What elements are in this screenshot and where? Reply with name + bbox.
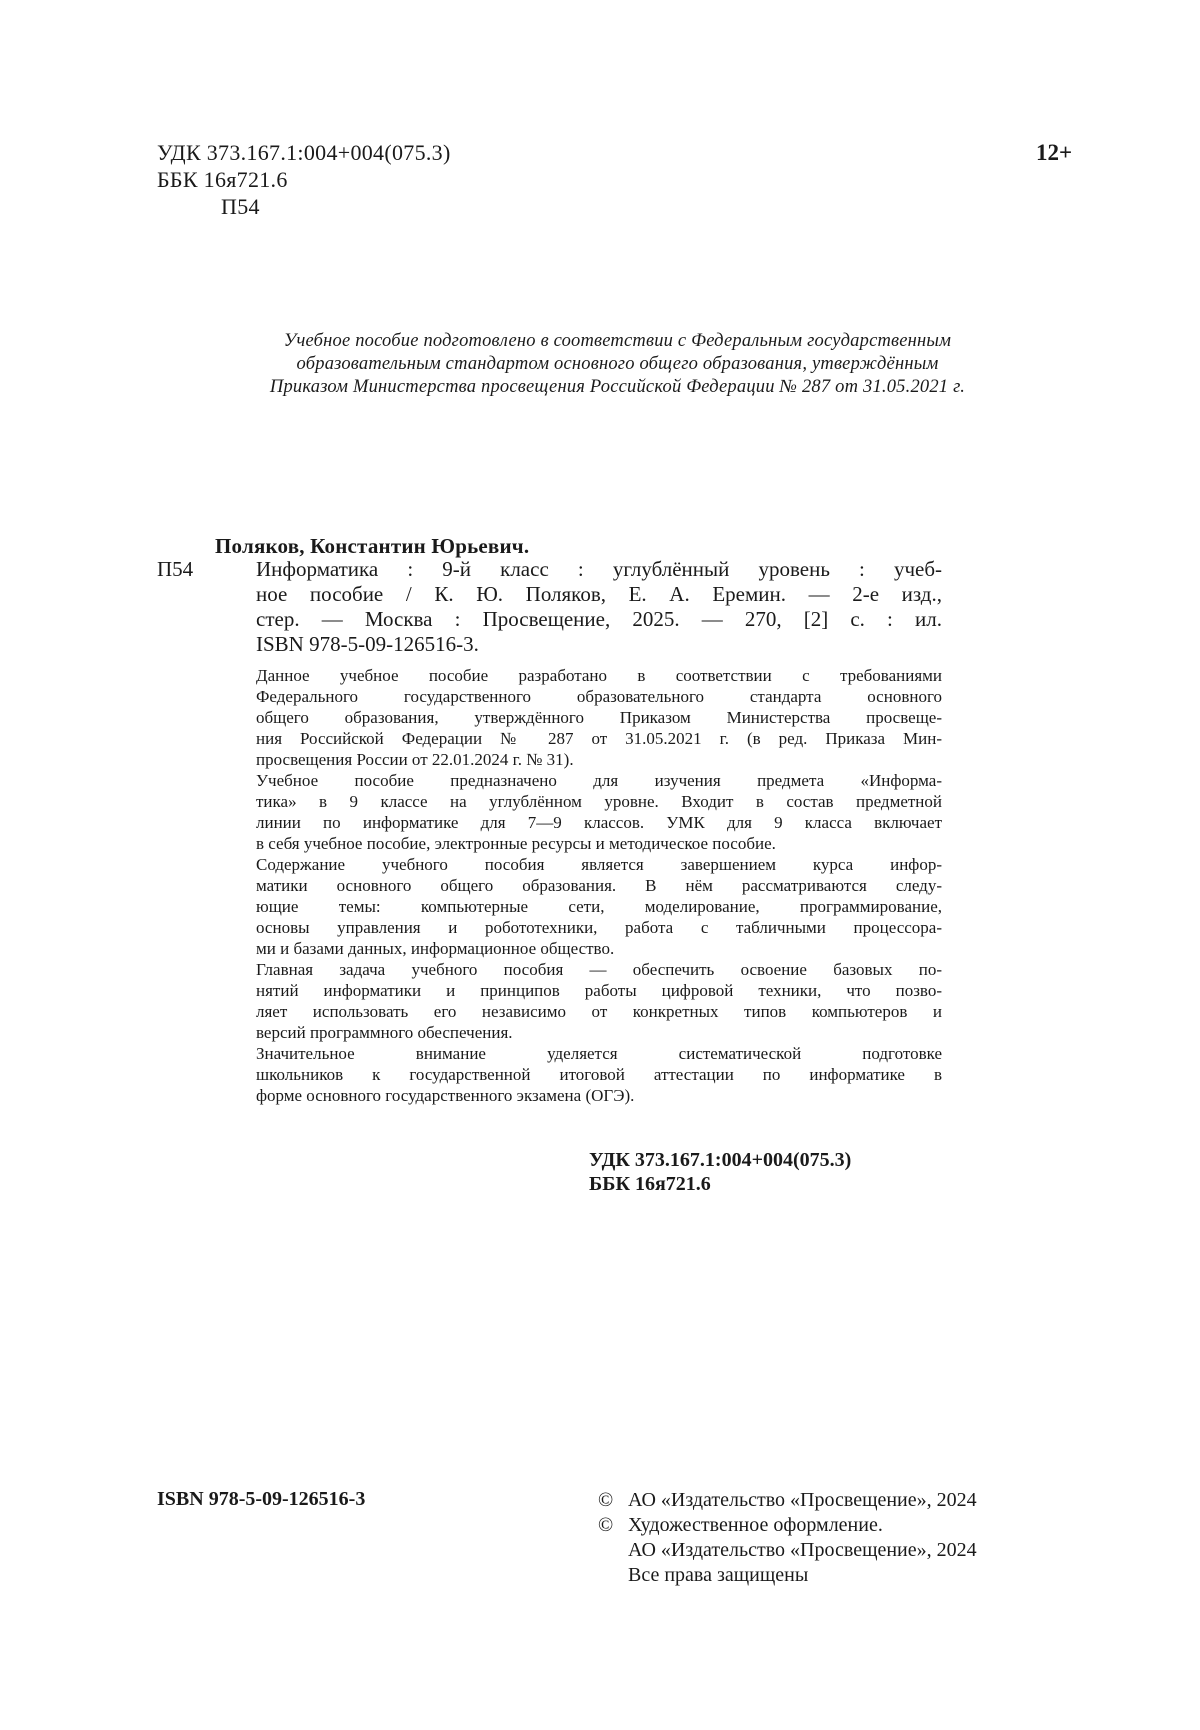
annotation-line: Значительное внимание уделяется систематической подготовке xyxy=(256,1044,942,1063)
notice-line: Учебное пособие подготовлено в соответствии с Федеральным государственным xyxy=(283,331,952,351)
rights-reserved: Все права защищены xyxy=(628,1564,809,1586)
annotation xyxy=(256,665,942,1106)
annotation-line: Данное учебное пособие разработано в соответствии с требованиями xyxy=(256,666,942,685)
copyright-publisher: АО «Издательство «Просвещение», 2024 xyxy=(628,1489,977,1511)
annotation-line: нятий информатики и принципов работы цифровой техники, что позво- xyxy=(256,981,942,1000)
annotation-line: в себя учебное пособие, электронные ресурсы и методическое пособие. xyxy=(256,834,776,853)
isbn-footer: ISBN 978-5-09-126516-3 xyxy=(157,1488,366,1510)
copyright-row xyxy=(598,1488,977,1513)
age-rating: 12+ xyxy=(1036,140,1073,165)
udk-code: УДК 373.167.1:004+004(075.3) xyxy=(157,140,451,165)
annotation-paragraph xyxy=(256,854,942,959)
bib-author-mark: П54 xyxy=(157,557,194,581)
annotation-paragraph xyxy=(256,1043,942,1106)
udk-code-bottom: УДК 373.167.1:004+004(075.3) xyxy=(589,1149,852,1171)
notice-line: образовательным стандартом основного общего образования, утверждённым xyxy=(296,354,939,374)
copyright-design: Художественное оформление. xyxy=(628,1514,883,1536)
author-mark-code: П54 xyxy=(221,194,260,219)
annotation-line: основы управления и робототехники, работа с табличными процессора- xyxy=(256,918,942,937)
bib-line: Информатика : 9-й класс : углублённый уровень : учеб- xyxy=(256,557,942,581)
annotation-line: просвещения России от 22.01.2024 г. № 31). xyxy=(256,750,574,769)
annotation-line: линии по информатике для 7—9 классов. УМК для 9 класса включает xyxy=(256,813,942,832)
annotation-line: ния Российской Федерации № 287 от 31.05.2021 г. (в ред. Приказа Мин- xyxy=(256,729,942,748)
annotation-line: версий программного обеспечения. xyxy=(256,1023,513,1042)
annotation-paragraph xyxy=(256,770,942,854)
annotation-line: ляет использовать его независимо от конкретных типов компьютеров и xyxy=(256,1002,942,1021)
copyright-design-publisher: АО «Издательство «Просвещение», 2024 xyxy=(628,1539,977,1561)
classification-bottom xyxy=(589,1148,851,1196)
annotation-line: тика» в 9 классе на углублённом уровне. Входит в состав предметной xyxy=(256,792,942,811)
annotation-line: ющие темы: компьютерные сети, моделирование, программирование, xyxy=(256,897,942,916)
annotation-line: Учебное пособие предназначено для изучения предмета «Информа- xyxy=(256,771,942,790)
author-heading: Поляков, Константин Юрьевич. xyxy=(215,534,530,558)
bib-line: ное пособие / К. Ю. Поляков, Е. А. Еремин. — 2-е изд., xyxy=(256,582,942,606)
copyright-row xyxy=(598,1563,977,1588)
bib-line: стер. — Москва : Просвещение, 2025. — 270, [2] с. : ил. xyxy=(256,607,942,631)
standards-notice xyxy=(175,330,1060,399)
annotation-line: школьников к государственной итоговой аттестации по информатике в xyxy=(256,1065,942,1084)
bbk-code: ББК 16я721.6 xyxy=(157,167,288,192)
bbk-code-bottom: ББК 16я721.6 xyxy=(589,1173,711,1195)
annotation-paragraph xyxy=(256,959,942,1043)
notice-line: Приказом Министерства просвещения Российской Федерации № 287 от 31.05.2021 г. xyxy=(269,377,966,397)
annotation-line: Федерального государственного образовательного стандарта основного xyxy=(256,687,942,706)
annotation-line: Содержание учебного пособия является завершением курса инфор- xyxy=(256,855,942,874)
copyright-icon: © xyxy=(598,1489,614,1511)
copyright-icon: © xyxy=(598,1514,614,1536)
annotation-line: ми и базами данных, информационное общество. xyxy=(256,939,615,958)
bib-isbn: ISBN 978-5-09-126516-3. xyxy=(256,632,479,656)
annotation-line: матики основного общего образования. В нём рассматриваются следу- xyxy=(256,876,942,895)
copyright-row xyxy=(598,1538,977,1563)
copyright-row xyxy=(598,1513,977,1538)
annotation-line: форме основного государственного экзамена (ОГЭ). xyxy=(256,1086,635,1105)
annotation-line: общего образования, утверждённого Приказом Министерства просвеще- xyxy=(256,708,942,727)
bibliographic-description xyxy=(256,557,942,657)
annotation-line: Главная задача учебного пособия — обеспечить освоение базовых по- xyxy=(256,960,942,979)
annotation-paragraph xyxy=(256,665,942,770)
copyright-block xyxy=(598,1488,977,1588)
